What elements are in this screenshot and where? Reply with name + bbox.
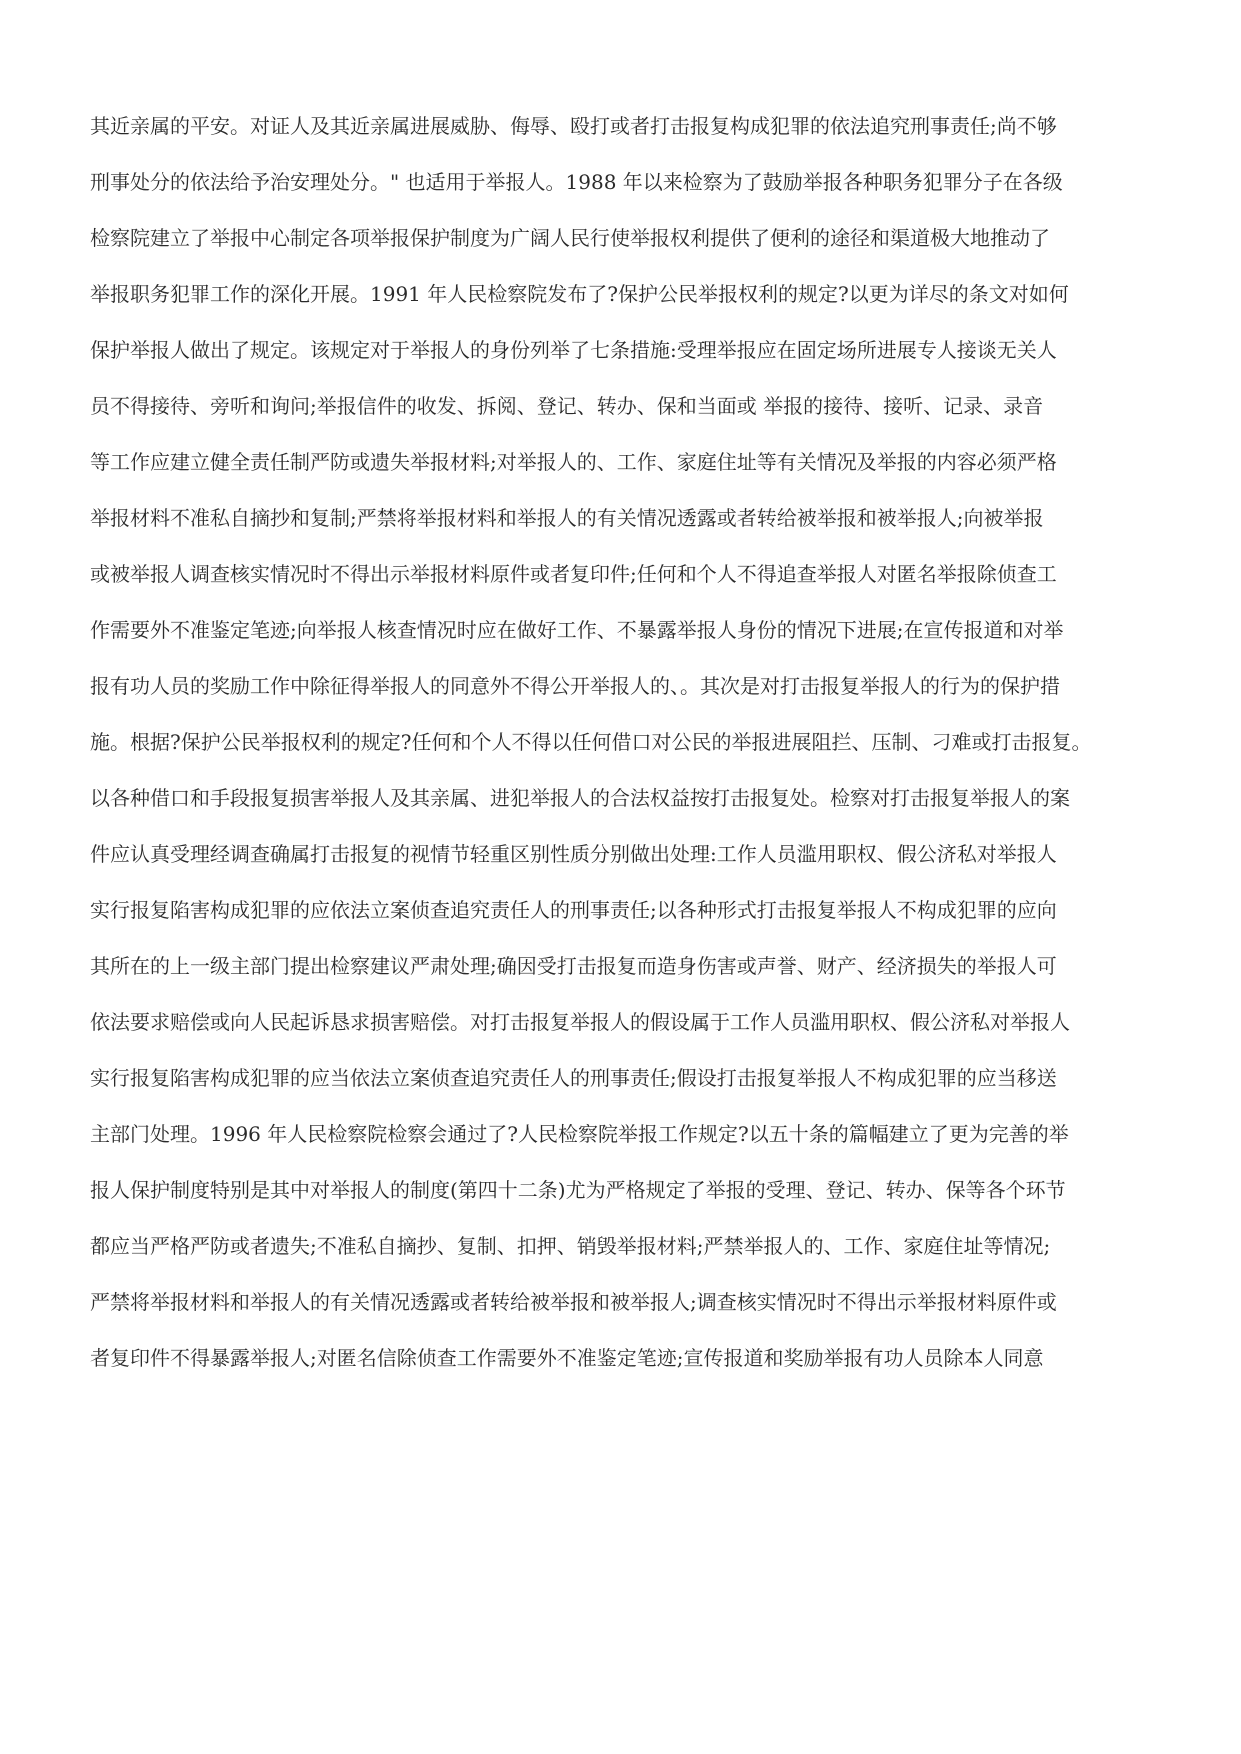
text-line: 件应认真受理经调查确属打击报复的视情节轻重区别性质分别做出处理:工作人员滥用职权、假公济私对举报人	[90, 842, 1057, 866]
text-line: 主部门处理。1996 年人民检察院检察会通过了?人民检察院举报工作规定?以五十条的篇幅建立了更为完善的举	[90, 1122, 1069, 1146]
text-line: 员不得接待、旁听和询问;举报信件的收发、拆阅、登记、转办、保和当面或 举报的接待、接听、记录、录音	[90, 394, 1044, 418]
text-line: 等工作应建立健全责任制严防或遗失举报材料;对举报人的、工作、家庭住址等有关情况及举报的内容必须严格	[90, 450, 1057, 474]
text-line: 报有功人员的奖励工作中除征得举报人的同意外不得公开举报人的、。其次是对打击报复举报人的行为的保护措	[90, 674, 1060, 698]
text-line: 或被举报人调查核实情况时不得出示举报材料原件或者复印件;任何和个人不得追查举报人对匿名举报除侦查工	[90, 562, 1057, 586]
text-line: 依法要求赔偿或向人民起诉恳求损害赔偿。对打击报复举报人的假设属于工作人员滥用职权、假公济私对举报人	[90, 1010, 1070, 1034]
text-line: 其所在的上一级主部门提出检察建议严肃处理;确因受打击报复而造身伤害或声誉、财产、经济损失的举报人可	[90, 954, 1057, 978]
text-line: 实行报复陷害构成犯罪的应依法立案侦查追究责任人的刑事责任;以各种形式打击报复举报人不构成犯罪的应向	[90, 898, 1057, 922]
text-line: 报人保护制度特别是其中对举报人的制度(第四十二条)尤为严格规定了举报的受理、登记、转办、保等各个环节	[90, 1178, 1066, 1202]
text-line: 者复印件不得暴露举报人;对匿名信除侦查工作需要外不准鉴定笔迹;宣传报道和奖励举报有功人员除本人同意	[90, 1346, 1044, 1370]
text-line: 举报职务犯罪工作的深化开展。1991 年人民检察院发布了?保护公民举报权利的规定?以更为详尽的条文对如何	[90, 282, 1069, 306]
text-line: 实行报复陷害构成犯罪的应当依法立案侦查追究责任人的刑事责任;假设打击报复举报人不构成犯罪的应当移送	[90, 1066, 1057, 1090]
text-line: 举报材料不准私自摘抄和复制;严禁将举报材料和举报人的有关情况透露或者转给被举报和被举报人;向被举报	[90, 506, 1044, 530]
text-line: 都应当严格严防或者遗失;不准私自摘抄、复制、扣押、销毁举报材料;严禁举报人的、工作、家庭住址等情况;	[90, 1234, 1051, 1258]
text-line: 严禁将举报材料和举报人的有关情况透露或者转给被举报和被举报人;调查核实情况时不得出示举报材料原件或	[90, 1290, 1057, 1314]
text-line: 作需要外不准鉴定笔迹;向举报人核查情况时应在做好工作、不暴露举报人身份的情况下进展;在宣传报道和对举	[90, 618, 1064, 642]
text-line: 检察院建立了举报中心制定各项举报保护制度为广阔人民行使举报权利提供了便利的途径和渠道极大地推动了	[90, 226, 1050, 250]
text-line: 保护举报人做出了规定。该规定对于举报人的身份列举了七条措施:受理举报应在固定场所进展专人接谈无关人	[90, 338, 1057, 362]
text-line: 以各种借口和手段报复损害举报人及其亲属、进犯举报人的合法权益按打击报复处。检察对打击报复举报人的案	[90, 786, 1070, 810]
text-line: 其近亲属的平安。对证人及其近亲属进展威胁、侮辱、殴打或者打击报复构成犯罪的依法追究刑事责任;尚不够	[90, 114, 1057, 138]
text-line: 刑事处分的依法给予治安理处分。" 也适用于举报人。1988 年以来检察为了鼓励举报各种职务犯罪分子在各级	[90, 170, 1063, 194]
body-text	[90, 98, 1170, 1386]
text-line: 施。根据?保护公民举报权利的规定?任何和个人不得以任何借口对公民的举报进展阻拦、压制、刁难或打击报复。	[90, 730, 1092, 754]
